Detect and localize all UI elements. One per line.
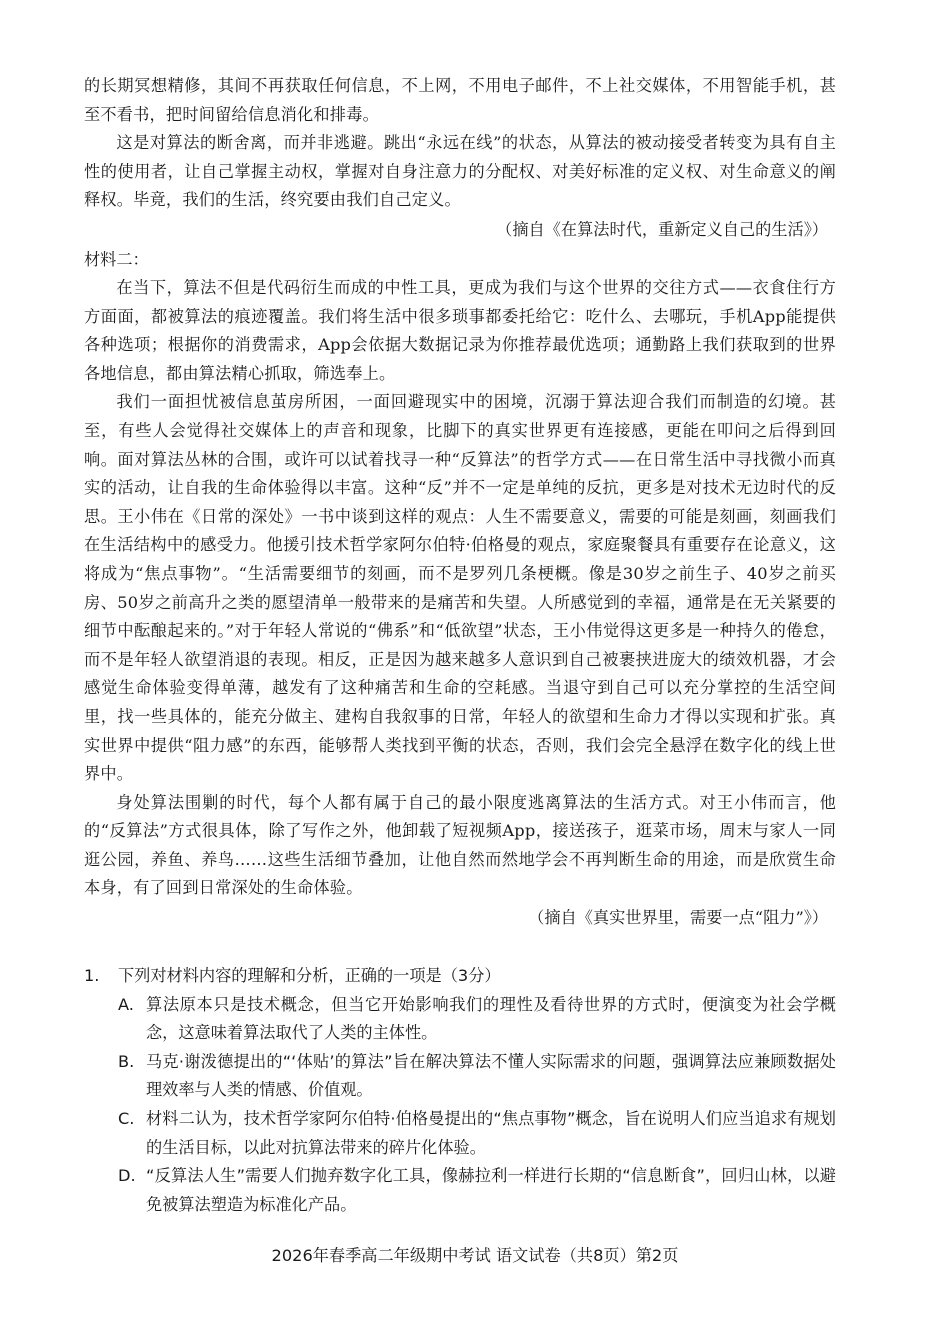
option-letter: C. [118, 1108, 135, 1128]
question-1-stem [84, 962, 836, 991]
question-stem-text: 下列对材料内容的理解和分析，正确的一项是（3分） [118, 966, 501, 985]
material1-source: （摘自《在算法时代，重新定义自己的生活》） [496, 220, 828, 239]
option-a [118, 991, 836, 1048]
material2-source: （摘自《真实世界里，需要一点“阻力”》） [528, 908, 828, 927]
option-text: 马克·谢泼德提出的“‘体贴’的算法”旨在解决算法不懂人实际需求的问题，强调算法应兼顾数据处理效率与人类的情感、价值观。 [146, 1051, 836, 1100]
material1-paragraph-1: 的长期冥想精修，其间不再获取任何信息，不上网，不用电子邮件，不上社交媒体，不用智能手机，甚至不看书，把时间留给信息消化和排毒。 [84, 76, 836, 124]
option-letter: B. [118, 1051, 135, 1071]
option-c [118, 1105, 836, 1162]
option-d [118, 1162, 836, 1219]
material2-paragraph-3: 身处算法围剿的时代，每个人都有属于自己的最小限度逃离算法的生活方式。对王小伟而言，他的“反算法”方式很具体，除了写作之外，他卸载了短视频App，接送孩子，逛菜市场，周末与家人一同逛公园，养鱼、养鸟……这些生活细节叠加，让他自然而然地学会不再判断生命的用途，而是欣赏生命本身，有了回到日常深处的生命体验。 [84, 792, 836, 898]
material2-heading: 材料二： [84, 250, 149, 269]
page-footer: 2026年春季高二年级期中考试 语文试卷（共8页）第2页 [271, 1246, 679, 1265]
option-text: 材料二认为，技术哲学家阿尔伯特·伯格曼提出的“焦点事物”概念，旨在说明人们应当追求有规划的生活目标，以此对抗算法带来的碎片化体验。 [146, 1108, 836, 1157]
material2-paragraph-1: 在当下，算法不但是代码衍生而成的中性工具，更成为我们与这个世界的交往方式——衣食住行方方面面，都被算法的痕迹覆盖。我们将生活中很多琐事都委托给它：吃什么、去哪玩，手机App能提供各种选项；根据你的消费需求，App会依据大数据记录为你推荐最优选项；通勤路上我们获取到的世界各地信息，都由算法精心抓取，筛选奉上。 [84, 278, 836, 383]
material2-paragraph-2: 我们一面担忧被信息茧房所困，一面回避现实中的困境，沉溺于算法迎合我们而制造的幻境。甚至，有些人会觉得社交媒体上的声音和现象，比脚下的真实世界更有连接感，更能在叩问之后得到回响。面对算法丛林的合围，或许可以试着找寻一种“反算法”的哲学方式——在日常生活中寻找微小而真实的活动，让自我的生命体验得以丰富。这种“反”并不一定是单纯的反抗，更多是对技术无边时代的反思。王小伟在《日常的深处》一书中谈到这样的观点：人生不需要意义，需要的可能是刻画，刻画我们在生活结构中的感受力。他援引技术哲学家阿尔伯特·伯格曼的观点，家庭聚餐具有重要存在论意义，这将成为“焦点事物”。“生活需要细节的刻画，而不是罗列几条梗概。像是30岁之前生子、40岁之前买房、50岁之前高升之类的愿望清单一般带来的是痛苦和失望。人所感觉到的幸福，通常是在无关紧要的细节中酝酿起来的。”对于年轻人常说的“佛系”和“低欲望”状态，王小伟觉得这更多是一种持久的倦怠，而不是年轻人欲望消退的表现。相反，正是因为越来越多人意识到自己被裹挟进庞大的绩效机器，才会感觉生命体验变得单薄，越发有了这种痛苦和生命的空耗感。当退守到自己可以充分掌控的生活空间里，找一些具体的，能充分做主、建构自我叙事的日常，年轻人的欲望和生命力才得以实现和扩张。真实世界中提供“阻力感”的东西，能够帮人类找到平衡的状态，否则，我们会完全悬浮在数字化的线上世界中。 [84, 392, 836, 784]
option-text: “反算法人生”需要人们抛弃数字化工具，像赫拉利一样进行长期的“信息断食”，回归山林，以避免被算法塑造为标准化产品。 [146, 1166, 836, 1214]
material1-paragraph-2: 这是对算法的断舍离，而并非逃避。跳出“永远在线”的状态，从算法的被动接受者转变为具有自主性的使用者，让自己掌握主动权，掌握对自身注意力的分配权、对美好标准的定义权、对生命意义的阐释权。毕竟，我们的生活，终究要由我们自己定义。 [84, 133, 836, 210]
option-text: 算法原本只是技术概念，但当它开始影响我们的理性及看待世界的方式时，便演变为社会学概念，这意味着算法取代了人类的主体性。 [146, 994, 836, 1043]
question-number: 1. [84, 966, 100, 985]
option-letter: A. [118, 994, 134, 1014]
option-b [118, 1048, 836, 1105]
material1-continuation [84, 72, 836, 215]
question-1 [84, 962, 836, 1219]
material2-body [84, 274, 836, 903]
option-letter: D. [118, 1166, 136, 1186]
